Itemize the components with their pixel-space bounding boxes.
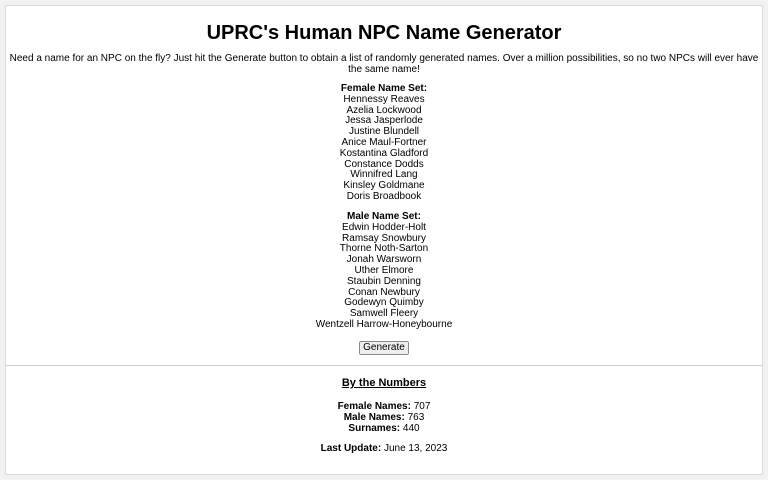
female-name: Doris Broadbook bbox=[346, 190, 422, 202]
female-name: Jessa Jasperlode bbox=[345, 115, 423, 127]
intro-text: Need a name for an NPC on the fly? Just hit the Generate button to obtain a list of randomly generated names. Over a million possibilities, so no two NPCs will ever have the same name! bbox=[9, 53, 759, 75]
section-divider bbox=[6, 365, 762, 366]
female-set-heading: Female Name Set: bbox=[340, 83, 428, 94]
male-name: Samwell Fleery bbox=[349, 308, 419, 320]
male-name: Wentzell Harrow-Honeybourne bbox=[315, 318, 453, 330]
female-name: Justine Blundell bbox=[348, 126, 420, 138]
male-name: Ramsay Snowbury bbox=[342, 232, 426, 244]
male-name-set bbox=[6, 212, 762, 331]
main-panel bbox=[5, 5, 763, 475]
stats-title: By the Numbers bbox=[341, 377, 427, 389]
female-name: Anice Maul-Fortner bbox=[341, 136, 427, 148]
male-name: Edwin Hodder-Holt bbox=[342, 221, 426, 233]
female-name: Hennessy Reaves bbox=[343, 93, 425, 105]
surname-count: Surnames: 440 bbox=[348, 423, 420, 434]
female-name-set bbox=[6, 84, 762, 203]
last-update: Last Update: June 13, 2023 bbox=[320, 443, 448, 454]
female-count: Female Names: 707 bbox=[337, 401, 431, 412]
male-name: Uther Elmore bbox=[354, 264, 414, 276]
male-name: Godewyn Quimby bbox=[344, 297, 424, 309]
page-title: UPRC's Human NPC Name Generator bbox=[206, 22, 562, 44]
male-count: Male Names: 763 bbox=[343, 412, 425, 423]
male-name: Thorne Noth-Sarton bbox=[339, 243, 429, 255]
female-name: Constance Dodds bbox=[344, 158, 424, 170]
generate-button[interactable]: Generate bbox=[359, 341, 409, 355]
stats-block bbox=[6, 401, 762, 434]
female-name: Winnifred Lang bbox=[350, 169, 418, 181]
female-name: Azelia Lockwood bbox=[346, 104, 422, 116]
female-name: Kostantina Gladford bbox=[339, 147, 429, 159]
male-name: Staubin Denning bbox=[347, 275, 421, 287]
male-name: Conan Newbury bbox=[348, 286, 420, 298]
female-name: Kinsley Goldmane bbox=[343, 180, 425, 192]
male-set-heading: Male Name Set: bbox=[347, 211, 421, 222]
male-name: Jonah Warsworn bbox=[346, 254, 422, 266]
